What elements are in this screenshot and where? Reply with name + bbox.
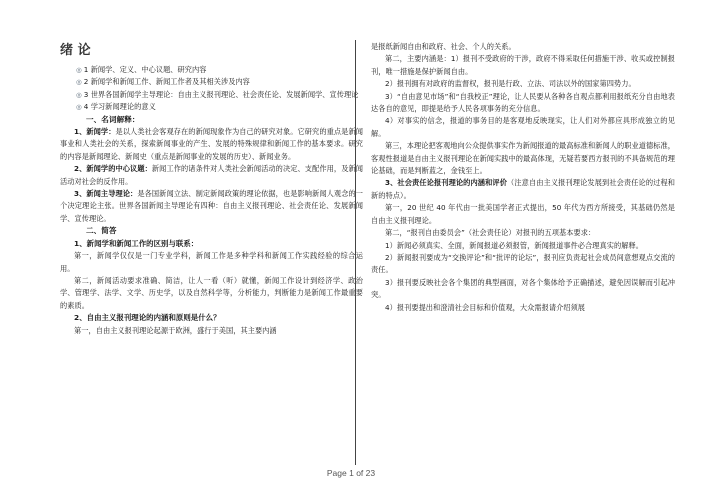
toc-item: ◎ 3 世界各国新闻学主导理论：自由主义报刊理论、社会责任论、发展新闻学、宣传理论 <box>76 89 359 99</box>
column-divider <box>355 40 356 465</box>
paragraph: 4）报刊要提出和澄清社会目标和价值观，大众需报请介绍须展 <box>385 302 586 312</box>
paragraph: 3）“自由意见市场”和“自我校正”理论，让人民要从各种各自观点都利用报纸充分自由地表达各自的意见，即提是给予人民各项事务的充分信息。 <box>371 91 675 114</box>
paragraph: 2、新闻学的中心议题：新闻工作的诸条件对人类社会新闻活动的决定、支配作用，及新闻活动对社会的反作用。 <box>60 164 363 186</box>
bullet-icon: ◎ <box>76 78 82 87</box>
section-heading-short-answer: 二、简答 <box>86 226 117 236</box>
paragraph: 3）报刊要反映社会各个集团的典型画面，对各个集体给予正确描述，避免因误解而引起冲突。 <box>371 277 675 300</box>
paragraph: 2）报刊拥有对政府的监督权，报刊是行政、立法、司法以外的国家第四势力。 <box>385 79 636 89</box>
paragraph: 第二，新闻活动要求准确、简洁，让人一看（听）就懂，新闻工作设计到经济学、政治学、管理学、法学、文学、历史学，以及自然科学等，分析能力，判断能力是新闻工作最重要的素质。 <box>60 275 363 310</box>
paragraph: 第三，本理论把客观地向公众提供事实作为新闻报道的最高标准和新闻人的职业道德标准，客观性报道是自由主义报刊理论在新闻实践中的最高体现，无疑若要西方报刊的不具备规范的理论基础，而是判断蓝之，金钱至上。 <box>371 141 675 176</box>
paragraph: 1）新闻必须真实、全面，新闻报道必须报管，新闻报道事件必合理真实的解释。 <box>385 240 643 250</box>
question-heading: 3、社会责任论报刊理论的内涵和评价（注意自由主义报刊理论发展到社会责任论的过程和新的特点）。 <box>371 178 676 200</box>
toc-item: ◎ 4 学习新闻理论的意义 <box>76 102 156 112</box>
page-title: 绪 论 <box>60 43 91 58</box>
section-heading-definitions: 一、名词解释： <box>86 114 140 124</box>
toc-item: ◎ 1 新闻学、定义、中心议题、研究内容 <box>76 65 207 74</box>
paragraph: 第一，20 世纪 40 年代由一批美国学者正式提出，50 年代为西方所接受，其基础仍然是自由主义报刊理论。 <box>371 203 675 225</box>
bullet-icon: ◎ <box>76 103 82 112</box>
bullet-icon: ◎ <box>76 66 82 74</box>
toc-item: ◎ 2 新闻学和新闻工作、新闻工作者及其相关涉及内容 <box>76 77 250 87</box>
paragraph: 第一，新闻学仅仅是一门专业学科，新闻工作是多种学科和新闻工作实践经验的综合运用。 <box>60 251 363 273</box>
paragraph: 第一，自由主义报刊理论起源于欧洲，盛行于美国，其主要内涵 <box>74 325 277 335</box>
paragraph: 4）对事实的信念，报道的事务目的是客观地反映现实，让人们对外都应具形成独立的见解。 <box>371 116 675 138</box>
page-number: Page 1 of 23 <box>326 468 376 478</box>
paragraph: 1、新闻学：是以人类社会客观存在的新闻现象作为自己的研究对象。它研究的重点是新闻事业和人类社会的关系，探索新闻事业的产生、发展的特殊规律和新闻工作的基本要求。研究的内容是新闻理论、新闻史（重点是新闻事业的发展的历史）、新闻业务。 <box>60 127 363 161</box>
left-column <box>60 40 363 337</box>
right-column <box>371 41 675 314</box>
bullet-icon: ◎ <box>76 90 82 99</box>
paragraph: 3、新闻主导理论：是各国新闻立法、制定新闻政策的理论依据，也是影响新闻人观念的一个决定理论主张。世界各国新闻主导理论有四种：自由主义报刊理论、社会责任论、发展新闻学、宣传理论。 <box>60 189 363 223</box>
paragraph: 第二，“报刊自由委员会”（社会责任论）对报刊的五项基本要求： <box>385 228 596 238</box>
question-heading: 1、新闻学和新闻工作的区别与联系： <box>74 238 199 248</box>
paragraph: 2）新闻报刊要成为“交换评论”和“批评的论坛”，报刊应负责起社会成员间意想观点交流的责任。 <box>371 252 675 275</box>
paragraph: 第二，主要内涵是：1）报刊不受政府的干涉，政府不得采取任何措施干涉、收买或控制报刊，唯一措施是保护新闻自由。 <box>371 54 675 76</box>
question-heading: 2、自由主义报刊理论的内涵和原则是什么？ <box>74 313 221 323</box>
paragraph: 是报纸新闻自由和政府、社会、个人的关系。 <box>371 42 516 51</box>
